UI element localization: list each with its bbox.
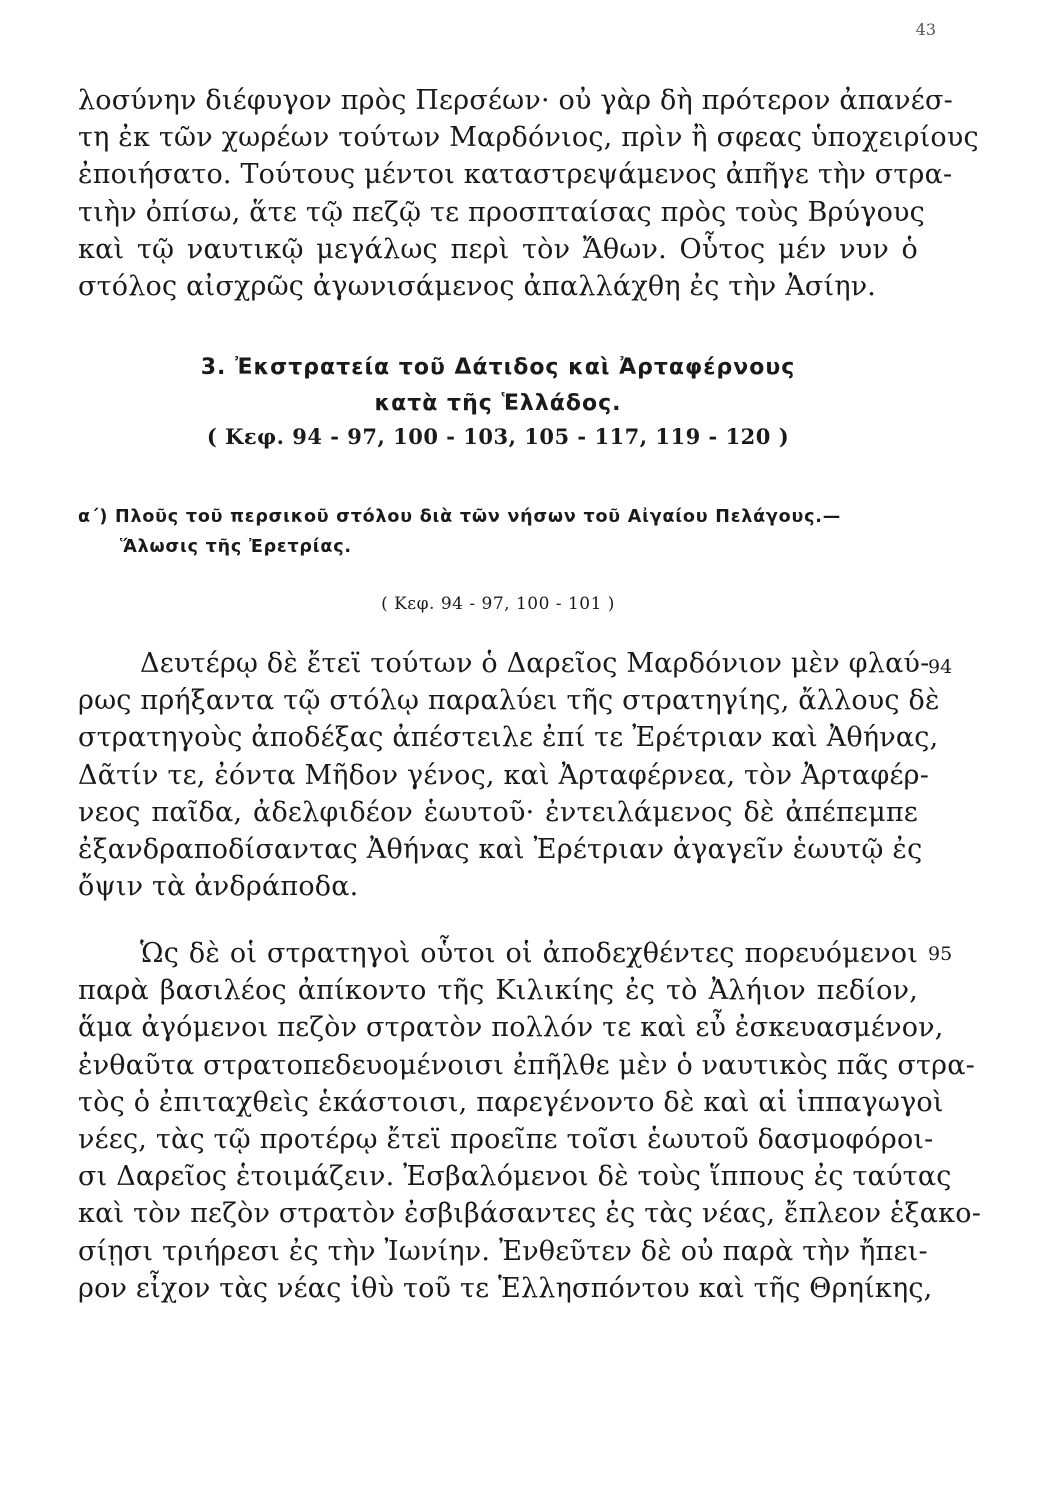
- text-line: ἐνθαῦτα στρατοπεδευομένοισι ἐπῆλθε μὲν ὁ ναυτικὸς πᾶς στρα-: [78, 1049, 975, 1081]
- text-line: παρὰ βασιλέος ἀπίκοντο τῆς Κιλικίης ἐς τὸ Ἀλήιον πεδίον,: [78, 975, 918, 1007]
- subsection-title: [78, 502, 918, 562]
- text-line: στόλος αἰσχρῶς ἀγωνισάμενος ἀπαλλάχθη ἐς τὴν Ἀσίην.: [78, 271, 877, 303]
- text-line: λοσύνην διέφυγον πρὸς Περσέων· οὐ γὰρ δὴ πρότερον ἀπανέσ-: [78, 85, 953, 116]
- section-heading-line: κατὰ τῆς Ἑλλάδος.: [374, 391, 622, 416]
- text-line: τη ἐκ τῶν χωρέων τούτων Μαρδόνιος, πρὶν ἢ σφεας ὑποχειρίους: [78, 122, 979, 154]
- text-line: στρατηγοὺς ἀποδέξας ἀπέστειλε ἐπί τε Ἐρέτριαν καὶ Ἀθήνας,: [78, 722, 939, 754]
- subsection-title-line: α΄) Πλοῦς τοῦ περσικοῦ στόλου διὰ τῶν νήσων τοῦ Αἰγαίου Πελάγους.—: [78, 507, 842, 527]
- text-line: Δευτέρῳ δὲ ἔτεϊ τούτων ὁ Δαρεῖος Μαρδόνιον μὲν φλαύ-: [140, 648, 930, 679]
- section-heading-line: 3. Ἐκστρατεία τοῦ Δάτιδος καὶ Ἀρταφέρνους: [200, 355, 796, 380]
- text-line: τὸς ὁ ἐπιταχθεὶς ἑκάστοισι, παρεγένοντο δὲ καὶ αἱ ἱππαγωγοὶ: [78, 1086, 944, 1118]
- margin-chapter-number: 94: [928, 656, 953, 678]
- text-line: ὄψιν τὰ ἀνδράποδα.: [78, 871, 359, 903]
- paragraph-94: [78, 645, 940, 905]
- subsection-title-line: Ἅλωσις τῆς Ἐρετρίας.: [120, 537, 352, 557]
- text-line: νέες, τὰς τῷ προτέρῳ ἔτεϊ προεῖπε τοῖσι ἑωυτοῦ δασμοφόροι-: [78, 1124, 934, 1156]
- section-heading: [78, 350, 918, 422]
- intro-paragraph: [78, 82, 979, 305]
- text-line: ἅμα ἀγόμενοι πεζὸν στρατὸν πολλόν τε καὶ εὖ ἐσκευασμένον,: [78, 1012, 944, 1044]
- text-line: καὶ τῷ ναυτικῷ μεγάλως περὶ τὸν Ἄθων. Οὗτος μέν νυν ὁ: [78, 233, 918, 265]
- subsection-chapter-range: ( Κεφ. 94 - 97, 100 - 101 ): [381, 594, 615, 614]
- text-line: Δᾶτίν τε, ἐόντα Μῆδον γένος, καὶ Ἀρταφέρνεα, τὸν Ἀρταφέρ-: [78, 759, 930, 791]
- section-chapter-range: ( Κεφ. 94 - 97, 100 - 103, 105 - 117, 119 - 120 ): [206, 424, 790, 449]
- text-line: νεος παῖδα, ἀδελφιδέον ἑωυτοῦ· ἐντειλάμενος δὲ ἀπέπεμπε: [78, 796, 918, 828]
- text-line: Ὡς δὲ οἱ στρατηγοὶ οὗτοι οἱ ἀποδεχθέντες πορευόμενοι: [140, 938, 918, 969]
- text-line: ρως πρήξαντα τῷ στόλῳ παραλύει τῆς στρατηγίης, ἄλλους δὲ: [78, 685, 940, 717]
- text-line: ἐξανδραποδίσαντας Ἀθήνας καὶ Ἐρέτριαν ἀγαγεῖν ἑωυτῷ ἐς: [78, 834, 923, 866]
- text-line: σι Δαρεῖος ἑτοιμάζειν. Ἐσβαλόμενοι δὲ τοὺς ἵππους ἐς ταύτας: [78, 1161, 952, 1193]
- text-line: καὶ τὸν πεζὸν στρατὸν ἐσβιβάσαντες ἐς τὰς νέας, ἔπλεον ἑξακο-: [78, 1198, 982, 1230]
- text-line: σίῃσι τριήρεσι ἐς τὴν Ἰωνίην. Ἐνθεῦτεν δὲ οὐ παρὰ τὴν ἤπει-: [78, 1235, 928, 1267]
- page-number: 43: [915, 20, 936, 39]
- text-line: ρον εἶχον τὰς νέας ἰθὺ τοῦ τε Ἑλλησπόντου καὶ τῆς Θρηίκης,: [78, 1272, 933, 1304]
- text-line: τιὴν ὀπίσω, ἅτε τῷ πεζῷ τε προσπταίσας πρὸς τοὺς Βρύγους: [78, 196, 925, 228]
- margin-chapter-number: 95: [928, 943, 953, 965]
- text-line: ἐποιήσατο. Τούτους μέντοι καταστρεψάμενος ἀπῆγε τὴν στρα-: [78, 159, 953, 191]
